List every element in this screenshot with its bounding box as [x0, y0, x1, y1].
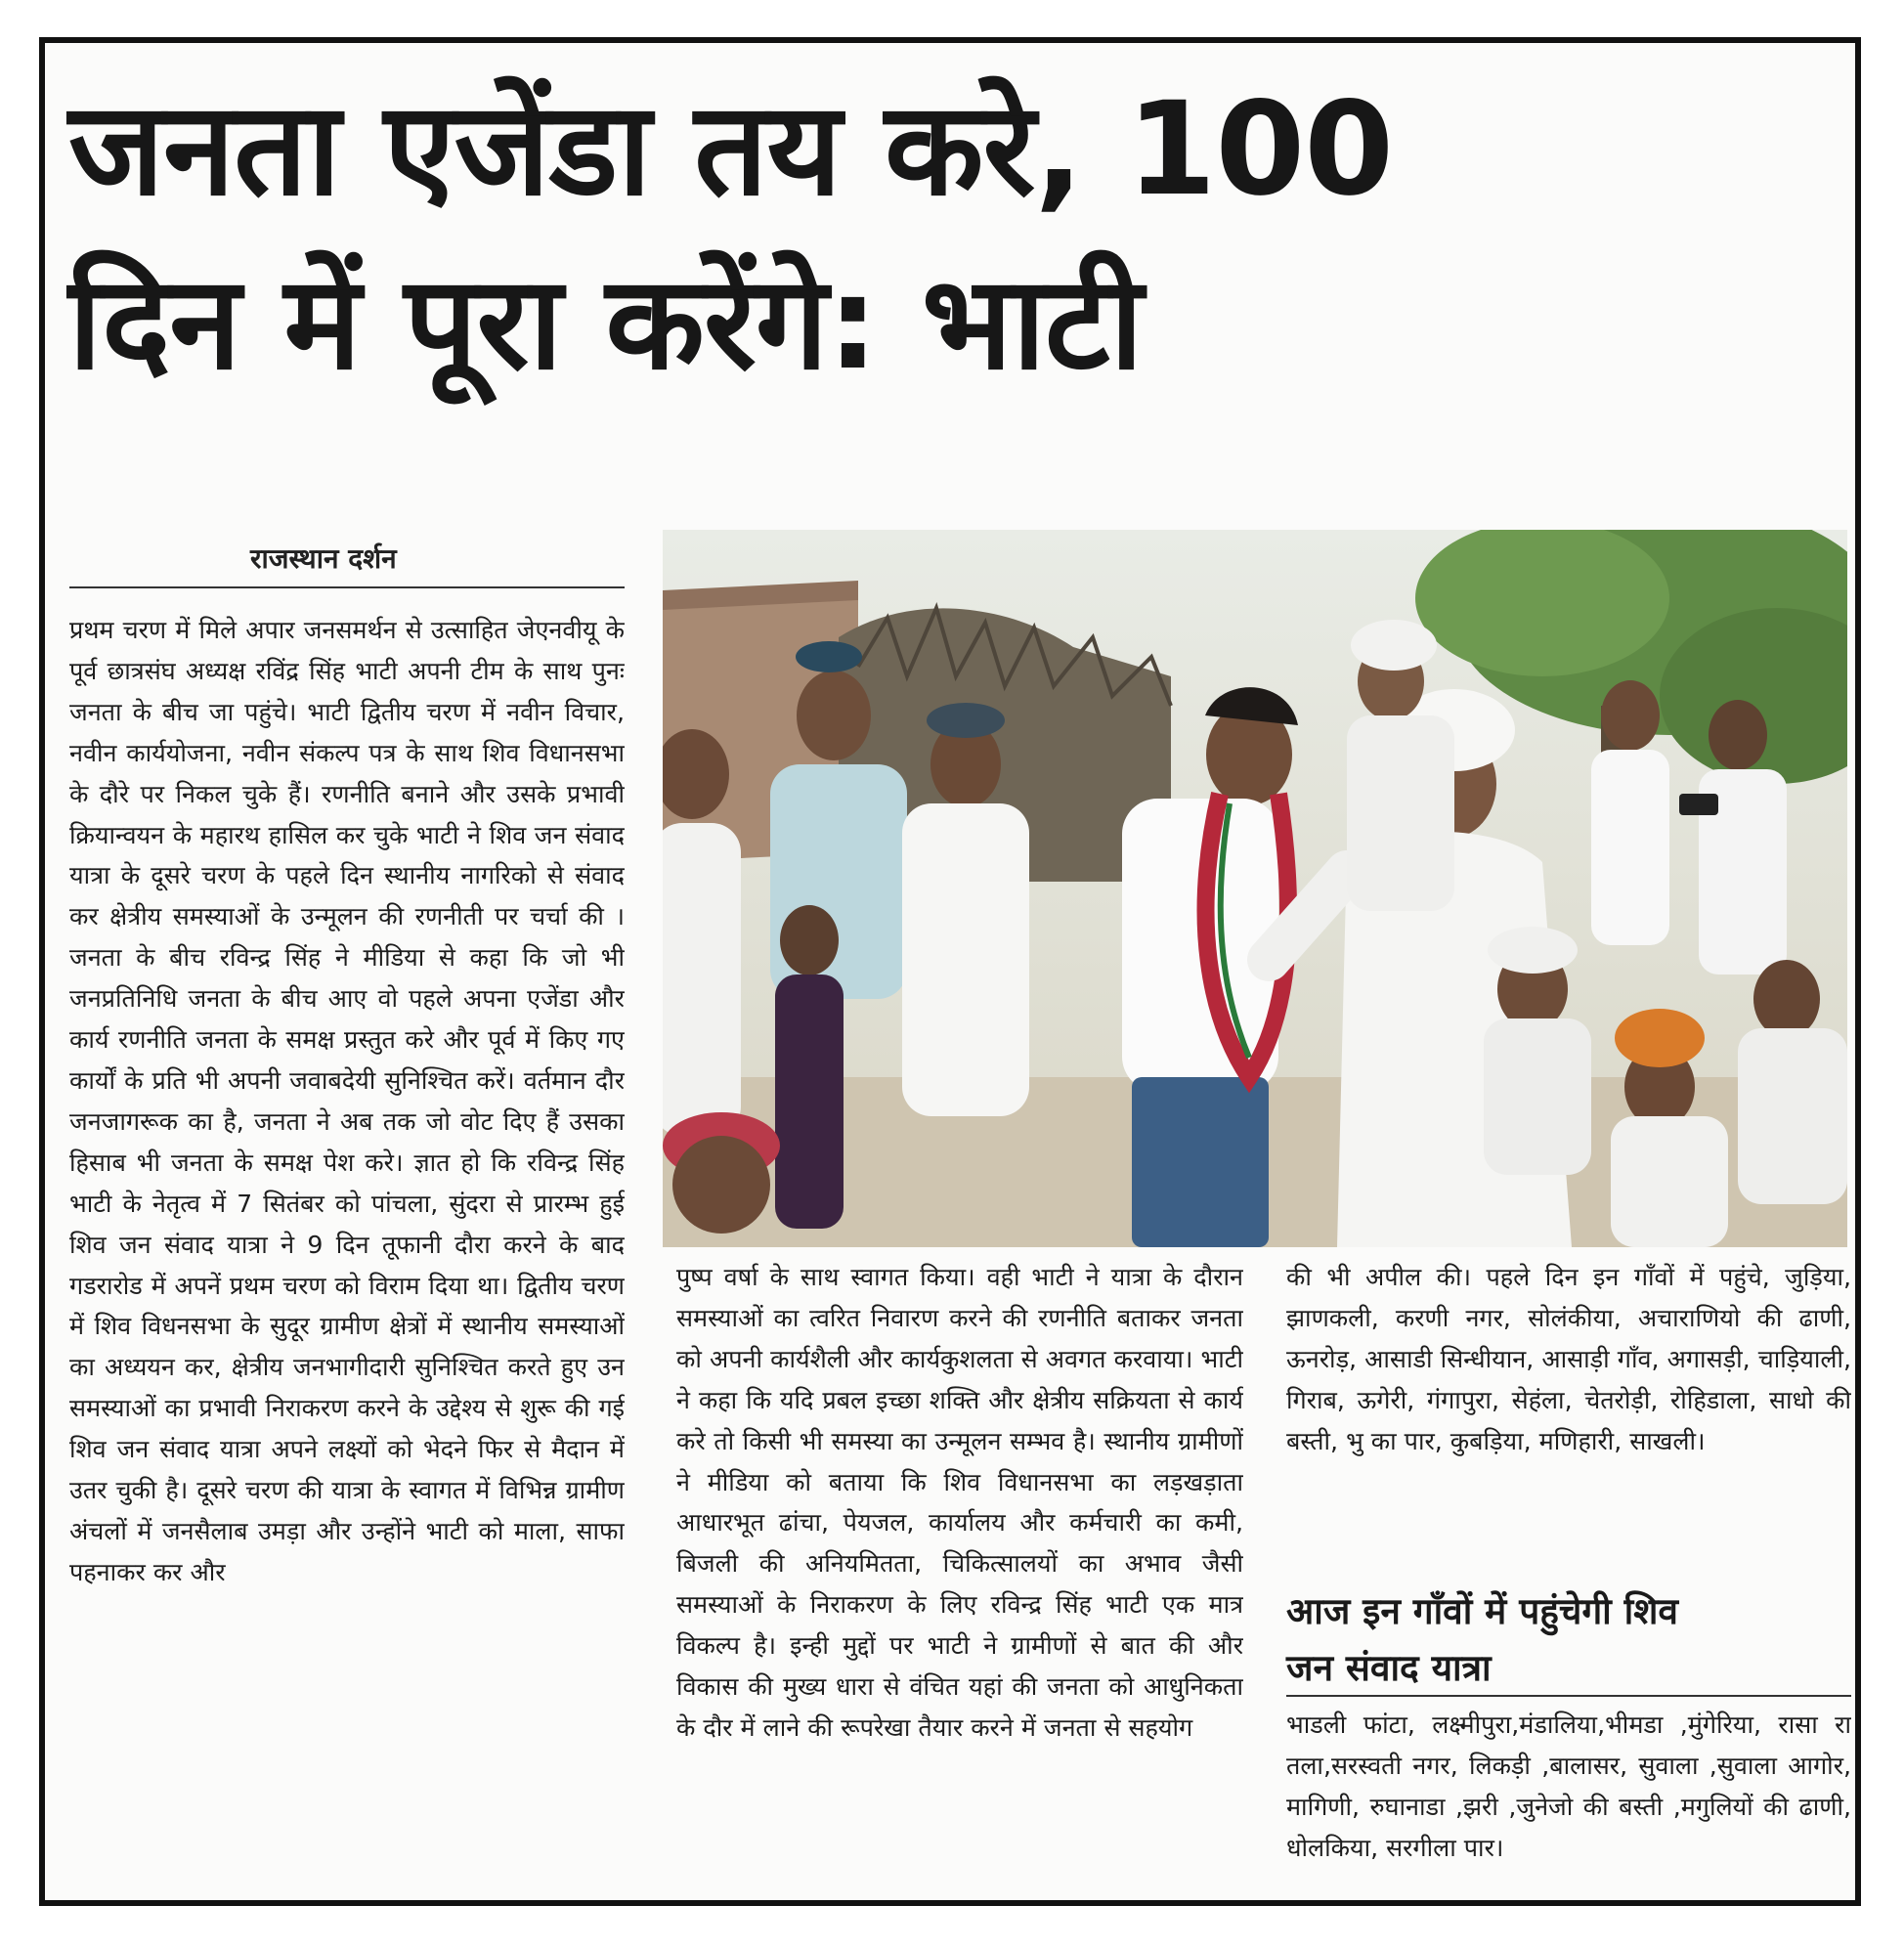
headline-line-2: दिन में पूरा करेंगे: भाटी — [68, 248, 1143, 399]
subhead-rule — [1286, 1695, 1851, 1697]
news-photo-garland-ceremony-icon — [663, 530, 1847, 1247]
headline-line-1: जनता एजेंडा तय करे, 100 — [68, 74, 1394, 225]
newspaper-clipping — [39, 37, 1861, 1906]
byline-rule — [69, 586, 625, 588]
headline — [68, 63, 1847, 411]
news-photo — [663, 530, 1847, 1247]
subhead-villages-today — [1286, 1583, 1851, 1697]
article-column-3: की भी अपील की। पहले दिन इन गाँवों में पहुंचे, जुड़िया, झाणकली, करणी नगर, सोलंकीया, अचाराणियो की ढाणी, ऊनरोड़, आसाडी सिन्धीयान, आसाड़ी गाँव, अगासड़ी, चाड़ियाली, गिराब, ऊगेरी, गंगापुरा, सेहंला, चेतरोड़ी, रोहिडाला, साधो की बस्ती, भु का पार, कुबड़िया, मणिहारी, साखली। — [1286, 1263, 1851, 1455]
subhead-line-2: जन संवाद यात्रा — [1286, 1647, 1492, 1689]
subhead-line-1: आज इन गाँवों में पहुंचेगी शिव — [1286, 1590, 1678, 1632]
village-list: भाडली फांटा, लक्ष्मीपुरा,मंडालिया,भीमडा ,मुंगेरिया, रासा रा तला,सरस्वती नगर, लिकड़ी ,बालासर, सुवाला ,सुवाला आगोर, मागिणी, रुघानाडा ,झरी ,जुनेजो की बस्ती ,मगुलियों की ढाणी, धोलकिया, सरगीला पार। — [1286, 1711, 1851, 1862]
article-column-2: पुष्प वर्षा के साथ स्वागत किया। वही भाटी ने यात्रा के दौरान समस्याओं का त्वरित निवारण करने की रणनीति बताकर जनता को अपनी कार्यशैली और कार्यकुशलता से अवगत करवाया। भाटी ने कहा कि यदि प्रबल इच्छा शक्ति और क्षेत्रीय सक्रियता से कार्य करे तो किसी भी समस्या का उन्मूलन सम्भव है। स्थानीय ग्रामीणों ने मीडिया को बताया कि शिव विधानसभा का लड़खड़ाता आधारभूत ढांचा, पेयजल, कार्यालय और कर्मचारी का कमी, बिजली की अनियमितता, चिकित्सालयों का अभाव जैसी समस्याओं के निराकरण के लिए रविन्द्र सिंह भाटी एक मात्र विकल्प है। इन्ही मुद्दों पर भाटी ने ग्रामीणों से बात की और विकास की मुख्य धारा से वंचित यहां की जनता को आधुनिकता के दौर में लाने की रूपरेखा तैयार करने में जनता से सहयोग — [676, 1263, 1243, 1742]
byline: राजस्थान दर्शन — [250, 542, 397, 575]
article-column-1: प्रथम चरण में मिले अपार जनसमर्थन से उत्साहित जेएनवीयू के पूर्व छात्रसंघ अध्यक्ष रविंद्र सिंह भाटी अपनी टीम के साथ पुनः जनता के बीच जा पहुंचे। भाटी द्वितीय चरण में नवीन विचार, नवीन कार्ययोजना, नवीन संकल्प पत्र के साथ शिव विधानसभा के दौरे पर निकल चुके हैं। रणनीति बनाने और उसके प्रभावी क्रियान्वयन के महारथ हासिल कर चुके भाटी ने शिव जन संवाद यात्रा के दूसरे चरण के पहले दिन स्थानीय नागरिको से संवाद कर क्षेत्रीय समस्याओं के उन्मूलन की रणनीती पर चर्चा की । जनता के बीच रविन्द्र सिंह ने मीडिया से कहा कि जो भी जनप्रतिनिधि जनता के बीच आए वो पहले अपना एजेंडा और कार्य रणनीति जनता के समक्ष प्रस्तुत करे और पूर्व में किए गए कार्यों के प्रति भी अपनी जवाबदेयी सुनिश्चित करें। वर्तमान दौर जनजागरूक का है, जनता ने अब तक जो वोट दिए हैं उसका हिसाब भी जनता के समक्ष पेश करे। ज्ञात हो कि रविन्द्र सिंह भाटी के नेतृत्व में 7 सितंबर को पांचला, सुंदरा से प्रारम्भ हुई शिव जन संवाद यात्रा ने 9 दिन तूफानी दौरा करने के बाद गडरारोड में अपनें प्रथम चरण को विराम दिया था। द्वितीय चरण में शिव विधनसभा के सुदूर ग्रामीण क्षेत्रों में स्थानीय समस्याओं का अध्ययन कर, क्षेत्रीय जनभागीदारी सुनिश्चित करते हुए उन समस्याओं का प्रभावी निराकरण करने के उद्देश्य से शुरू की गई शिव जन संवाद यात्रा अपने लक्ष्यों को भेदने फिर से मैदान में उतर चुकी है। दूसरे चरण की यात्रा के स्वागत में विभिन्न ग्रामीण अंचलों में जनसैलाब उमड़ा और उन्होंने भाटी को माला, साफा पहनाकर कर और — [69, 616, 625, 1586]
